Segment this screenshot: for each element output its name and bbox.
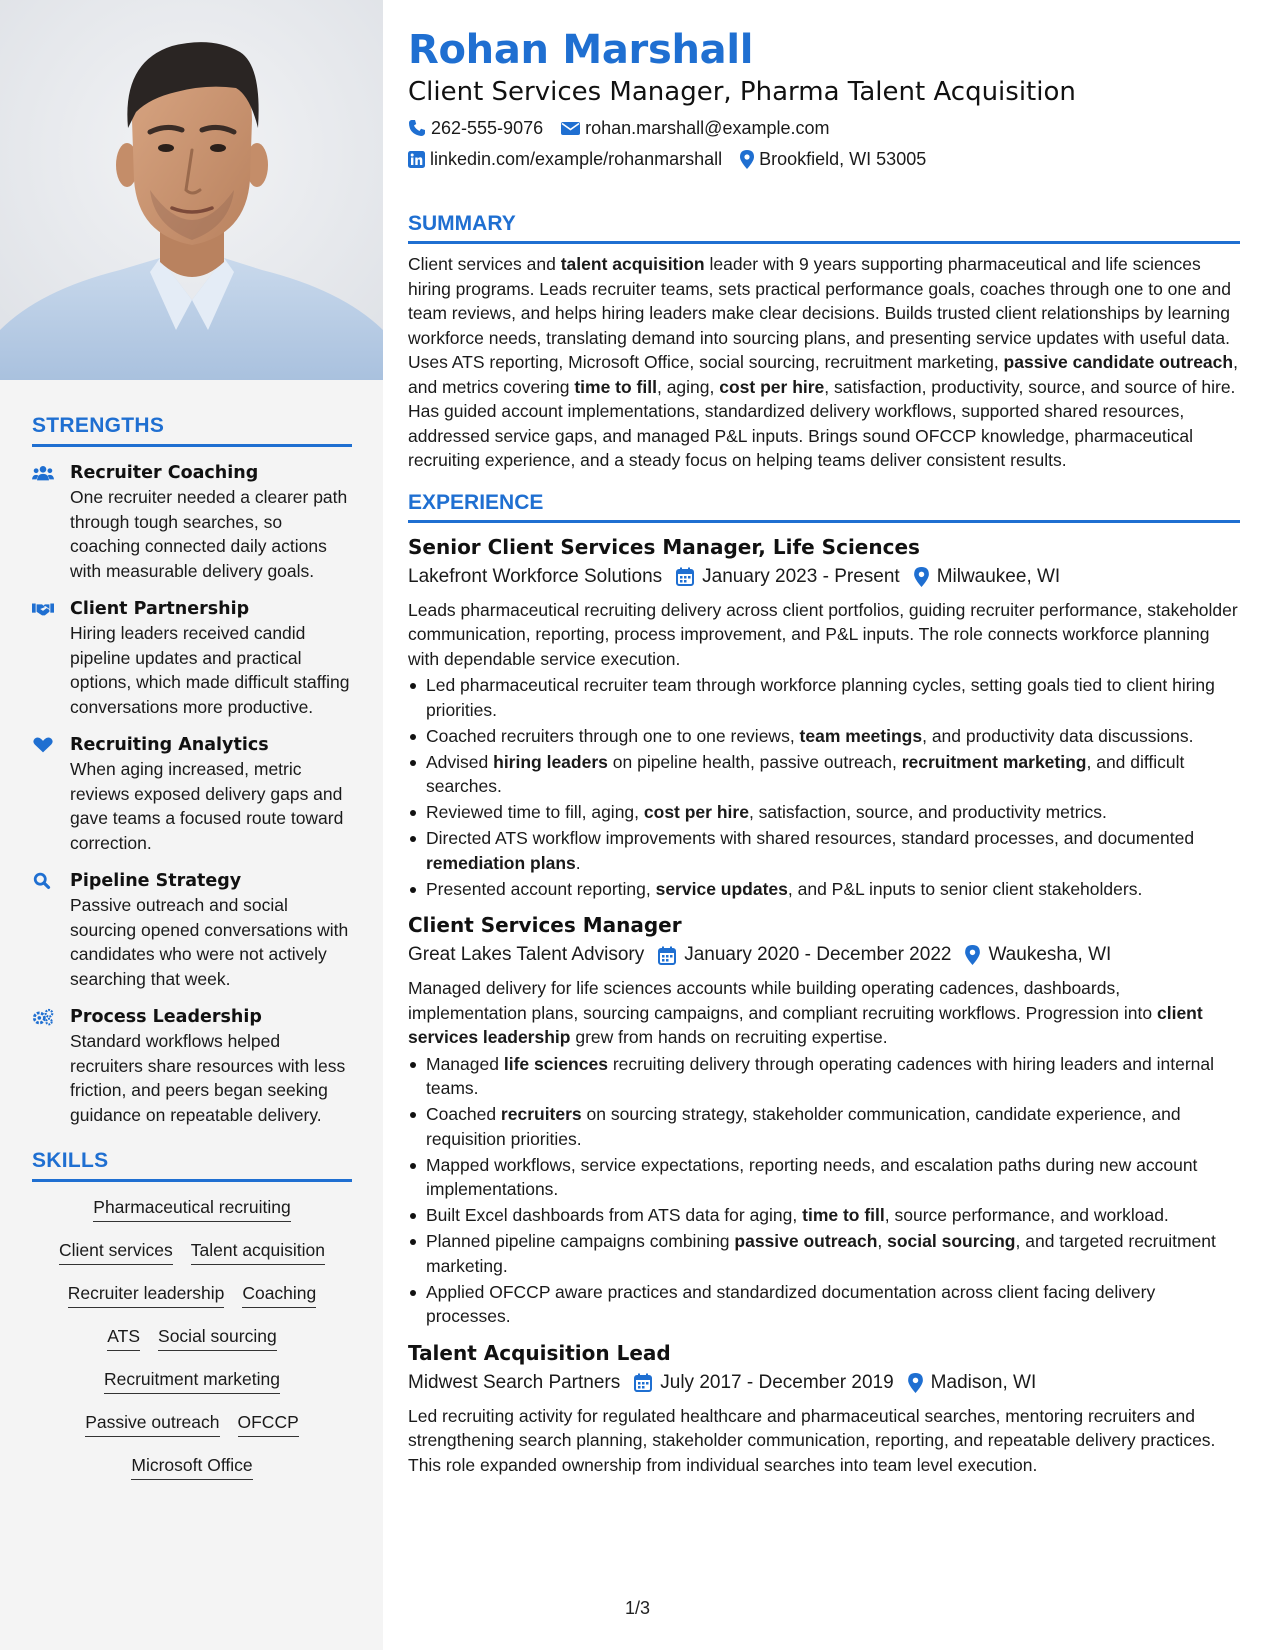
text-run: Managed delivery for life sciences accounts while building operating cadences, dashboards, implementation plans, sourcing campaigns, and compliant recruiting workflows. Progression into [408, 978, 1157, 1023]
sidebar-content [32, 414, 352, 1497]
job-meta [408, 1369, 1240, 1397]
skill-tag: Coaching [242, 1282, 316, 1308]
summary-heading: SUMMARY [408, 212, 1240, 244]
linkedin-icon [408, 151, 425, 168]
location-pin-icon [740, 150, 754, 169]
bullet-item [408, 800, 1240, 825]
strength-description: Hiring leaders received candid pipeline updates and practical options, which made difficult staffing conversations more productive. [70, 623, 350, 717]
strength-item [32, 1005, 352, 1127]
bullet-item [408, 1102, 1240, 1151]
linkedin-contact [408, 146, 722, 172]
skill-row [32, 1239, 352, 1265]
linkedin-text[interactable]: linkedin.com/example/rohanmarshall [430, 149, 723, 169]
text-run: Coached [426, 1104, 501, 1124]
job-title: Talent Acquisition Lead [408, 1340, 671, 1365]
skill-tag: Social sourcing [158, 1325, 277, 1351]
bold-keyword: talent acquisition [560, 254, 705, 274]
page-number: 1/3 [624, 1598, 651, 1618]
job-description [408, 976, 1240, 1050]
skill-tag: Recruiter leadership [68, 1282, 225, 1308]
bold-keyword: client services leadership [408, 1002, 1203, 1047]
bullet-item [408, 1153, 1240, 1202]
bold-keyword: cost per hire [643, 802, 749, 822]
bold-keyword: passive outreach [734, 1231, 878, 1251]
company-name: Great Lakes Talent Advisory [408, 944, 645, 965]
strength-title: Recruiter Coaching [70, 463, 259, 483]
skill-row [32, 1454, 352, 1480]
location-pin-icon [908, 1373, 931, 1393]
text-run: leader with 9 years supporting pharmaceutical and life sciences hiring programs. Leads recruiter teams, sets practical performance goals, coaches through one to one and team reviews, and helps hiring leaders make clear decisions. Builds trusted client relationships by learning workforce needs, translating demand into sourcing plans, and presenting service updates with useful data. Uses ATS reporting, Microsoft Office, social sourcing, recruitment marketing, [408, 254, 1231, 372]
skill-tag: Talent acquisition [191, 1239, 325, 1265]
strength-item [32, 733, 352, 855]
text-run: , [877, 1231, 888, 1251]
job-description [408, 1404, 1240, 1478]
skill-row [32, 1411, 352, 1437]
bullet-item [408, 1229, 1240, 1278]
location-text: Brookfield, WI 53005 [759, 149, 927, 169]
job-dates-text: January 2023 - Present [702, 565, 900, 587]
bullet-item [408, 750, 1240, 799]
text-run: grew from hands on recruiting expertise. [570, 1027, 888, 1047]
gears-icon [32, 1005, 70, 1127]
job-dates-text: July 2017 - December 2019 [660, 1371, 894, 1393]
strengths-heading: STRENGTHS [32, 414, 352, 447]
text-run: Led pharmaceutical recruiter team through workforce planning cycles, setting goals tied to client hiring priorities. [426, 675, 1215, 720]
job-location-text: Milwaukee, WI [936, 565, 1061, 587]
text-run: Led recruiting activity for regulated healthcare and pharmaceutical searches, mentoring recruiters and strengthening search planning, stakeholder communication, reporting, and repeatable delivery practices. This role expanded ownership from individual searches into team level execution. [408, 1405, 1216, 1475]
bullet-item [408, 1203, 1240, 1228]
email-text[interactable]: rohan.marshall@example.com [585, 118, 830, 138]
text-run: , satisfaction, productivity, source, and source of hire. Has guided account implementations, standardized delivery workflows, supported shared resources, addressed service gaps, and managed P&L inputs. Brings sound OFCCP knowledge, pharmaceutical recruiting experience, and a steady focus on helping teams deliver consistent results. [408, 376, 1236, 470]
job-title: Client Services Manager [408, 913, 682, 937]
job-dates [634, 1369, 893, 1397]
text-run: , aging, [656, 376, 720, 397]
text-run: on pipeline health, passive outreach, [607, 751, 902, 772]
job-meta [408, 941, 1240, 969]
strength-description: When aging increased, metric reviews exposed delivery gaps and gave teams a focused route toward correction. [70, 759, 344, 853]
bold-keyword: remediation plans [426, 852, 576, 873]
location-pin-icon [914, 567, 937, 587]
strength-description: One recruiter needed a clearer path through tough searches, so coaching connected daily actions with measurable delivery goals. [70, 487, 348, 581]
bullet-item [408, 1052, 1240, 1101]
skill-tag: Client services [59, 1239, 173, 1265]
main-content [408, 26, 1240, 1477]
text-run: Built Excel dashboards from ATS data for aging, [426, 1205, 803, 1225]
text-run: , satisfaction, source, and productivity metrics. [748, 802, 1107, 822]
job-bullets [408, 673, 1240, 901]
text-run: , and metrics covering [408, 352, 1238, 397]
strength-title: Recruiting Analytics [70, 735, 269, 755]
text-run: , and difficult searches. [426, 751, 1185, 796]
job-description [408, 598, 1240, 672]
bold-keyword: service updates [655, 878, 788, 899]
bullet-item [408, 877, 1240, 902]
bold-keyword: hiring leaders [493, 751, 608, 772]
calendar-icon [676, 567, 702, 586]
company-name: Lakefront Workforce Solutions [408, 565, 663, 587]
text-run: on sourcing strategy, stakeholder communication, candidate experience, and requisition priorities. [426, 1104, 1181, 1149]
text-run: , and P&L inputs to senior client stakeholders. [787, 878, 1143, 899]
text-run: Reviewed time to fill, aging, [426, 802, 644, 822]
bullet-item [408, 1280, 1240, 1329]
text-run: , source performance, and workload. [884, 1205, 1169, 1225]
location-pin-icon [965, 945, 988, 965]
job-entry [408, 1339, 1240, 1478]
text-run: , and targeted recruitment marketing. [426, 1231, 1216, 1276]
text-run: Leads pharmaceutical recruiting delivery across client portfolios, guiding recruiter performance, stakeholder communication, reporting, process improvement, and P&L inputs. The role connects workforce planning with dependable service execution. [408, 599, 1238, 669]
location-contact [740, 146, 926, 172]
text-run: Planned pipeline campaigns combining [426, 1231, 735, 1251]
job-location [914, 563, 1061, 591]
bullet-item [408, 826, 1240, 875]
skill-tag: ATS [107, 1325, 140, 1351]
heart-icon [32, 733, 70, 855]
skill-tag: Recruitment marketing [104, 1368, 280, 1394]
contact-row [408, 115, 1240, 141]
text-run: Mapped workflows, service expectations, reporting needs, and escalation paths during new account implementations. [426, 1154, 1198, 1199]
search-icon [32, 869, 70, 991]
job-meta [408, 563, 1240, 591]
bold-keyword: social sourcing [887, 1231, 1016, 1251]
strength-description: Standard workflows helped recruiters share resources with less friction, and peers began seeking guidance on repeatable delivery. [70, 1031, 346, 1125]
text-run: Coached recruiters through one to one reviews, [426, 725, 800, 746]
candidate-headline: Client Services Manager, Pharma Talent Acquisition [408, 77, 1076, 107]
skill-row [32, 1282, 352, 1308]
email-contact [561, 115, 829, 141]
skills-heading: SKILLS [32, 1149, 352, 1182]
job-entry [408, 533, 1240, 902]
calendar-icon [634, 1373, 660, 1392]
users-icon [32, 461, 70, 583]
summary-text [408, 252, 1240, 473]
text-run: Advised [426, 751, 494, 772]
text-run: Managed [426, 1053, 504, 1074]
text-run: Directed ATS workflow improvements with shared resources, standard processes, and documented [426, 828, 1195, 848]
bold-keyword: recruiters [500, 1104, 582, 1124]
job-location-text: Waukesha, WI [988, 944, 1112, 965]
bold-keyword: cost per hire [719, 376, 825, 397]
strengths-list [32, 461, 352, 1127]
skills-list [32, 1196, 352, 1480]
job-list [408, 533, 1240, 1478]
handshake-icon [32, 597, 70, 719]
phone-contact [408, 115, 543, 141]
skill-row [32, 1368, 352, 1394]
text-run: recruiting delivery through operating cadences with hiring leaders and internal teams. [426, 1053, 1215, 1098]
skill-tag: Passive outreach [85, 1411, 219, 1437]
profile-photo [0, 0, 383, 380]
strength-description: Passive outreach and social sourcing opened conversations with candidates who were not actively searching that week. [70, 895, 349, 989]
calendar-icon [658, 946, 684, 965]
portrait-image [0, 0, 383, 380]
job-location [965, 941, 1111, 969]
skill-tag: OFCCP [238, 1411, 299, 1437]
text-run: , and productivity data discussions. [922, 725, 1194, 746]
phone-icon [408, 119, 426, 137]
text-run: . [575, 852, 581, 873]
candidate-name: Rohan Marshall [408, 27, 754, 73]
summary-section [408, 212, 1240, 473]
bold-keyword: time to fill [802, 1205, 885, 1225]
skill-tag: Microsoft Office [131, 1454, 252, 1480]
text-run: Client services and [408, 254, 561, 274]
job-title: Senior Client Services Manager, Life Sciences [408, 534, 920, 559]
contact-row-2 [408, 146, 1240, 172]
strength-title: Client Partnership [70, 599, 250, 619]
skill-tag: Pharmaceutical recruiting [93, 1196, 290, 1222]
strength-title: Pipeline Strategy [70, 871, 242, 891]
strength-title: Process Leadership [70, 1007, 262, 1027]
text-run: Applied OFCCP aware practices and standardized documentation across client facing delivery processes. [426, 1281, 1156, 1326]
skill-row [32, 1196, 352, 1222]
experience-section [408, 491, 1240, 1478]
job-bullets [408, 1052, 1240, 1329]
bold-keyword: time to fill [574, 376, 657, 397]
job-entry [408, 911, 1240, 1329]
experience-heading: EXPERIENCE [408, 491, 1240, 523]
bullet-item [408, 724, 1240, 749]
email-icon [561, 121, 580, 136]
text-run: Presented account reporting, [426, 878, 656, 899]
bold-keyword: life sciences [503, 1053, 608, 1074]
job-dates [676, 563, 900, 591]
bold-keyword: passive candidate outreach [1003, 352, 1234, 372]
job-location-text: Madison, WI [930, 1371, 1037, 1393]
phone-text[interactable]: 262-555-9076 [431, 118, 544, 138]
job-location [908, 1369, 1037, 1397]
job-dates-text: January 2020 - December 2022 [684, 944, 952, 965]
bold-keyword: recruitment marketing [901, 751, 1087, 772]
strength-item [32, 597, 352, 719]
bold-keyword: team meetings [799, 725, 923, 746]
strength-item [32, 869, 352, 991]
company-name: Midwest Search Partners [408, 1371, 621, 1393]
sidebar [0, 0, 383, 1650]
bullet-item [408, 673, 1240, 722]
strength-item [32, 461, 352, 583]
job-dates [658, 941, 951, 969]
skill-row [32, 1325, 352, 1351]
